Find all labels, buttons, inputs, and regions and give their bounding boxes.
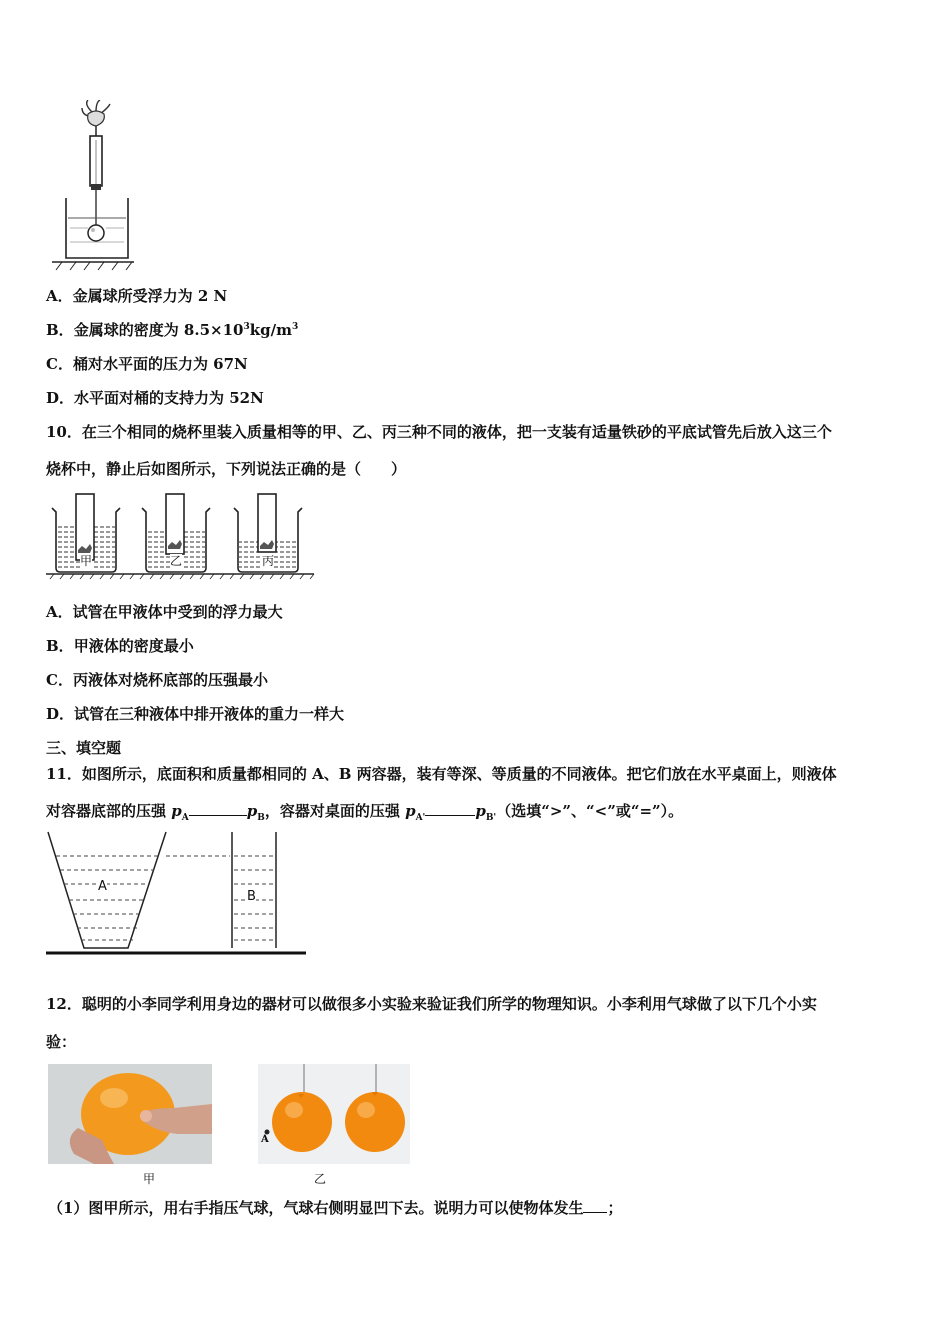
option-label: A． [46,287,73,305]
beaker-label-jia: 甲 [80,554,93,568]
text-segment: ，容器对桌面的压强 [264,802,406,820]
option-c [46,354,248,374]
option-text: 甲液体的密度最小 [73,637,194,655]
option-text: 丙液体对烧杯底部的压强最小 [72,671,268,689]
container-label-a: A [98,879,107,894]
question-12-line-2: 验： [46,1033,77,1051]
option-text: 试管在甲液体中受到的浮力最大 [72,603,283,621]
beaker-label-bing: 丙 [262,554,275,568]
containers-drawing [44,830,310,960]
symbol-p: p [405,802,416,820]
option-label: C． [46,671,73,689]
spring-scale-figure [48,100,138,272]
question-11-line-2 [46,801,683,821]
question-12-sub-1 [48,1198,622,1218]
option-label: A． [46,603,73,621]
option-label: B． [46,637,74,655]
symbol-p: p [171,802,182,820]
containers-ab-figure [44,830,310,960]
balloon-press-drawing [48,1064,212,1164]
section-title: 三、填空题 [46,739,122,757]
subscript: B' [485,813,497,823]
photo-label-jia: 甲 [143,1172,156,1186]
question-12-line-1: 12．聪明的小李同学利用身边的器材可以做很多小实验来验证我们所学的物理知识。小李利用气球做了以下几个小实 [46,995,817,1013]
option-label: B． [46,321,74,339]
option-d [46,704,344,724]
symbol-p: p [475,802,486,820]
option-text: 金属球的密度为 8.5×10 [73,321,244,339]
option-text-unit: kg/m [249,321,292,339]
subscript: A' [415,813,426,823]
beaker-label-yi: 乙 [170,554,183,568]
question-10-line-2: 烧杯中，静止后如图所示，下列说法正确的是（ ） [46,460,407,478]
answer-blank[interactable] [189,801,247,816]
option-a [46,602,283,622]
option-text: 水平面对桶的支持力为 52N [74,389,264,407]
option-b [46,636,194,656]
question-11-line-1: 11．如图所示，底面积和质量都相同的 A、B 两容器，装有等深、等质量的不同液体。把它们放在水平桌面上，则液体 [46,765,837,783]
hanging-balloons-photo [258,1064,410,1164]
option-text: 金属球所受浮力为 2 N [72,287,228,305]
option-text: 试管在三种液体中排开液体的重力一样大 [74,705,345,723]
photo-label-yi: 乙 [314,1172,327,1186]
option-c [46,670,268,690]
subscript: B [257,813,265,823]
option-label: C． [46,355,73,373]
option-b [46,320,298,340]
text-segment: （1）图甲所示，用右手指压气球，气球右侧明显凹下去。说明力可以使物体发生 [48,1199,584,1217]
answer-blank[interactable] [583,1198,607,1213]
superscript: 3 [243,322,250,332]
text-segment: （选填“>”、“<”或“=”）。 [496,802,684,820]
container-label-b: B [247,889,256,904]
option-a [46,286,227,306]
text-segment: ； [607,1199,623,1217]
answer-blank[interactable] [425,801,475,816]
option-text: 桶对水平面的压力为 67N [72,355,248,373]
balloon-press-photo [48,1064,212,1164]
superscript: 3 [291,322,299,332]
hanging-balloons-drawing [258,1064,410,1164]
three-beakers-figure [46,490,316,580]
subscript: A [181,813,189,823]
option-d [46,388,264,408]
point-label-a: A [261,1134,269,1145]
option-label: D． [46,389,75,407]
spring-scale-drawing [48,100,138,272]
text-segment: 对容器底部的压强 [46,802,172,820]
option-label: D． [46,705,75,723]
question-10-line-1: 10．在三个相同的烧杯里装入质量相等的甲、乙、丙三种不同的液体，把一支装有适量铁砂的平底试管先后放入这三个 [46,423,832,441]
symbol-p: p [246,802,258,820]
